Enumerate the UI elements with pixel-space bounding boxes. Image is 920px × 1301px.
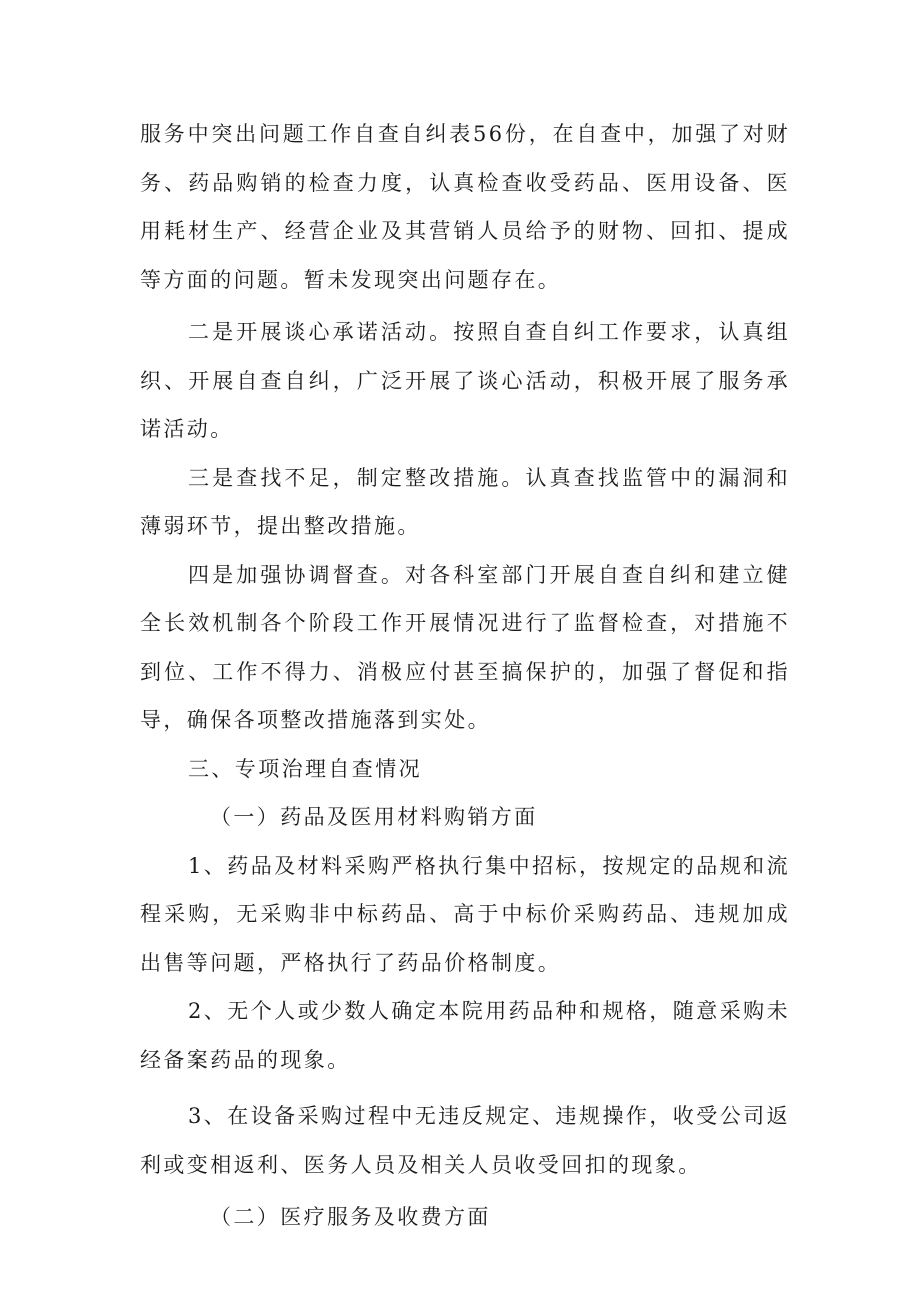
list-item-3: 3、在设备采购过程中无违反规定、违规操作，收受公司返利或变相返利、医务人员及相关人员收受回扣的现象。 bbox=[140, 1104, 790, 1177]
document-body bbox=[140, 110, 790, 1242]
subsection-heading-one: （一）药品及医用材料购销方面 bbox=[210, 805, 538, 829]
paragraph-item-three: 三是查找不足，制定整改措施。认真查找监管中的漏洞和薄弱环节，提出整改措施。 bbox=[140, 465, 790, 538]
paragraph-continuation: 服务中突出问题工作自查自纠表56份，在自查中，加强了对财务、药品购销的检查力度，认真检查收受药品、医用设备、医用耗材生产、经营企业及其营销人员给予的财物、回扣、提成等方面的问题。暂未发现突出问题存在。 bbox=[140, 122, 790, 292]
subsection-heading-two: （二）医疗服务及收费方面 bbox=[210, 1205, 491, 1229]
paragraph-item-two: 二是开展谈心承诺活动。按照自查自纠工作要求，认真组织、开展自查自纠，广泛开展了谈心活动，积极开展了服务承诺活动。 bbox=[140, 320, 790, 441]
list-item-2: 2、无个人或少数人确定本院用药品种和规格，随意采购未经备案药品的现象。 bbox=[140, 999, 790, 1072]
list-item-1: 1、药品及材料采购严格执行集中招标，按规定的品规和流程采购，无采购非中标药品、高于中标价采购药品、违规加成出售等问题，严格执行了药品价格制度。 bbox=[140, 853, 790, 975]
paragraph-item-four: 四是加强协调督查。对各科室部门开展自查自纠和建立健全长效机制各个阶段工作开展情况进行了监督检查，对措施不到位、工作不得力、消极应付甚至搞保护的，加强了督促和指导，确保各项整改措施落到实处。 bbox=[140, 562, 790, 732]
section-heading-three: 三、专项治理自查情况 bbox=[188, 756, 422, 781]
